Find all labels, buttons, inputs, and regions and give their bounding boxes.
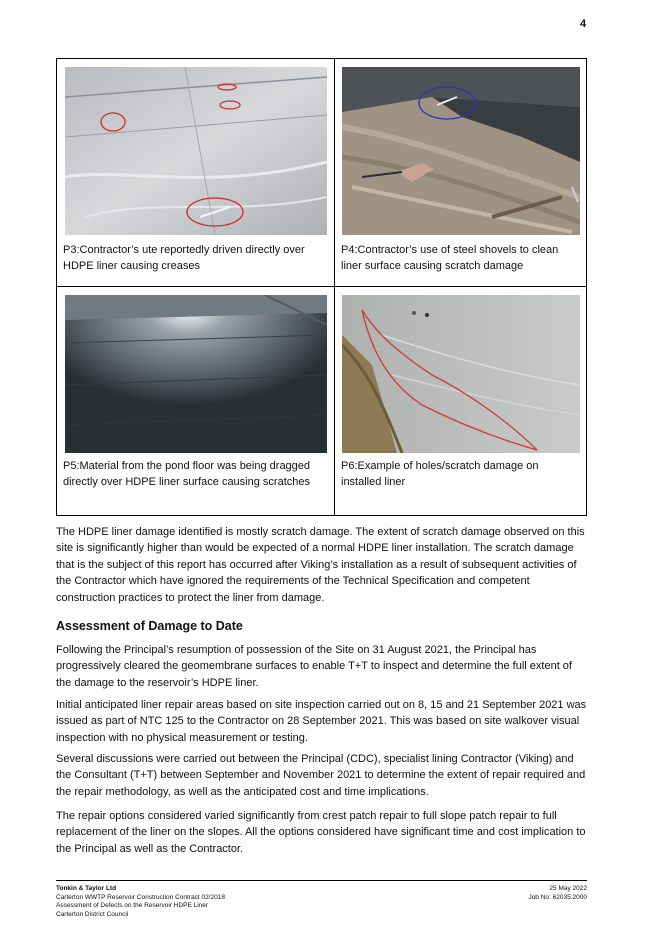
footer-right [528,885,587,902]
page-number: 4 [580,18,587,30]
paragraph-initial-repair-areas: Initial anticipated liner repair areas based on site inspection carried out on 8, 15 and 21 September 2021 was issued as part of NTC 125 to the Contractor on 28 September 2021. This was based on site walkover visual inspection with no physical measurement or testing. [56,699,587,744]
footer-report-title: Assessment of Defects on the Reservoir HDPE Liner [56,902,209,909]
photo-p3-liner-creases [65,67,327,235]
footer-company: Tonkin & Taylor Ltd [56,885,117,892]
photo-caption-p3: P3:Contractor’s ute reportedly driven directly over HDPE liner causing creases [63,244,305,272]
photo-cell-p4 [335,59,586,287]
photo-cell-p5 [57,287,335,515]
photo-p5-pond-floor-material [65,295,327,453]
paragraph-discussions: Several discussions were carried out between the Principal (CDC), specialist lining Contractor (Viking) and the Consultant (T+T) between September and November 2021 to determine the extent of repair required and the repair methodology, as well as the anticipated cost and time implications. [56,753,586,798]
photo-cell-p3 [57,59,335,287]
footer-client: Carterton District Council [56,910,129,918]
photo-table [56,58,587,516]
photo-p6-holes-scratches [342,295,580,453]
paragraph-damage-summary: The HDPE liner damage identified is mostly scratch damage. The extent of scratch damage observed on this site is significantly higher than would be expected of a normal HDPE liner installation. The scratch damage that is the subject of this report has occurred after Viking’s installation as a result of subsequent activities of the Contractor which have ignored the requirements of the Technical Specification and competent construction practices to protect the liner from damage. [56,526,585,604]
footer-left [56,885,225,919]
photo-caption-p5: P5:Material from the pond floor was being dragged directly over HDPE liner surface causing scratches [63,460,311,488]
photo-cell-p6 [335,287,586,515]
footer-divider [56,880,587,881]
paragraph-resumption: Following the Principal’s resumption of possession of the Site on 31 August 2021, the Principal has progressively cleared the geomembrane surfaces to enable T+T to inspect and determine the full extent of the damage to the reservoir’s HDPE liner. [56,644,572,689]
section-heading: Assessment of Damage to Date [56,619,243,633]
footer-contract: Carterton WWTP Reservoir Construction Contract 02/2018 [56,893,225,901]
paragraph-repair-options: The repair options considered varied significantly from crest patch repair to full slope patch repair to full replacement of the liner on the slopes. All the options considered have significant time and cost implication to the Principal as well as the Contractor. [56,810,586,855]
footer-date: 25 May 2022 [549,885,587,892]
photo-p4-steel-shovels [342,67,580,235]
footer-job-number: Job No: 62035.2000 [528,893,587,901]
photo-caption-p6: P6:Example of holes/scratch damage on installed liner [341,460,539,488]
photo-caption-p4: P4:Contractor’s use of steel shovels to clean liner surface causing scratch damage [341,244,559,272]
